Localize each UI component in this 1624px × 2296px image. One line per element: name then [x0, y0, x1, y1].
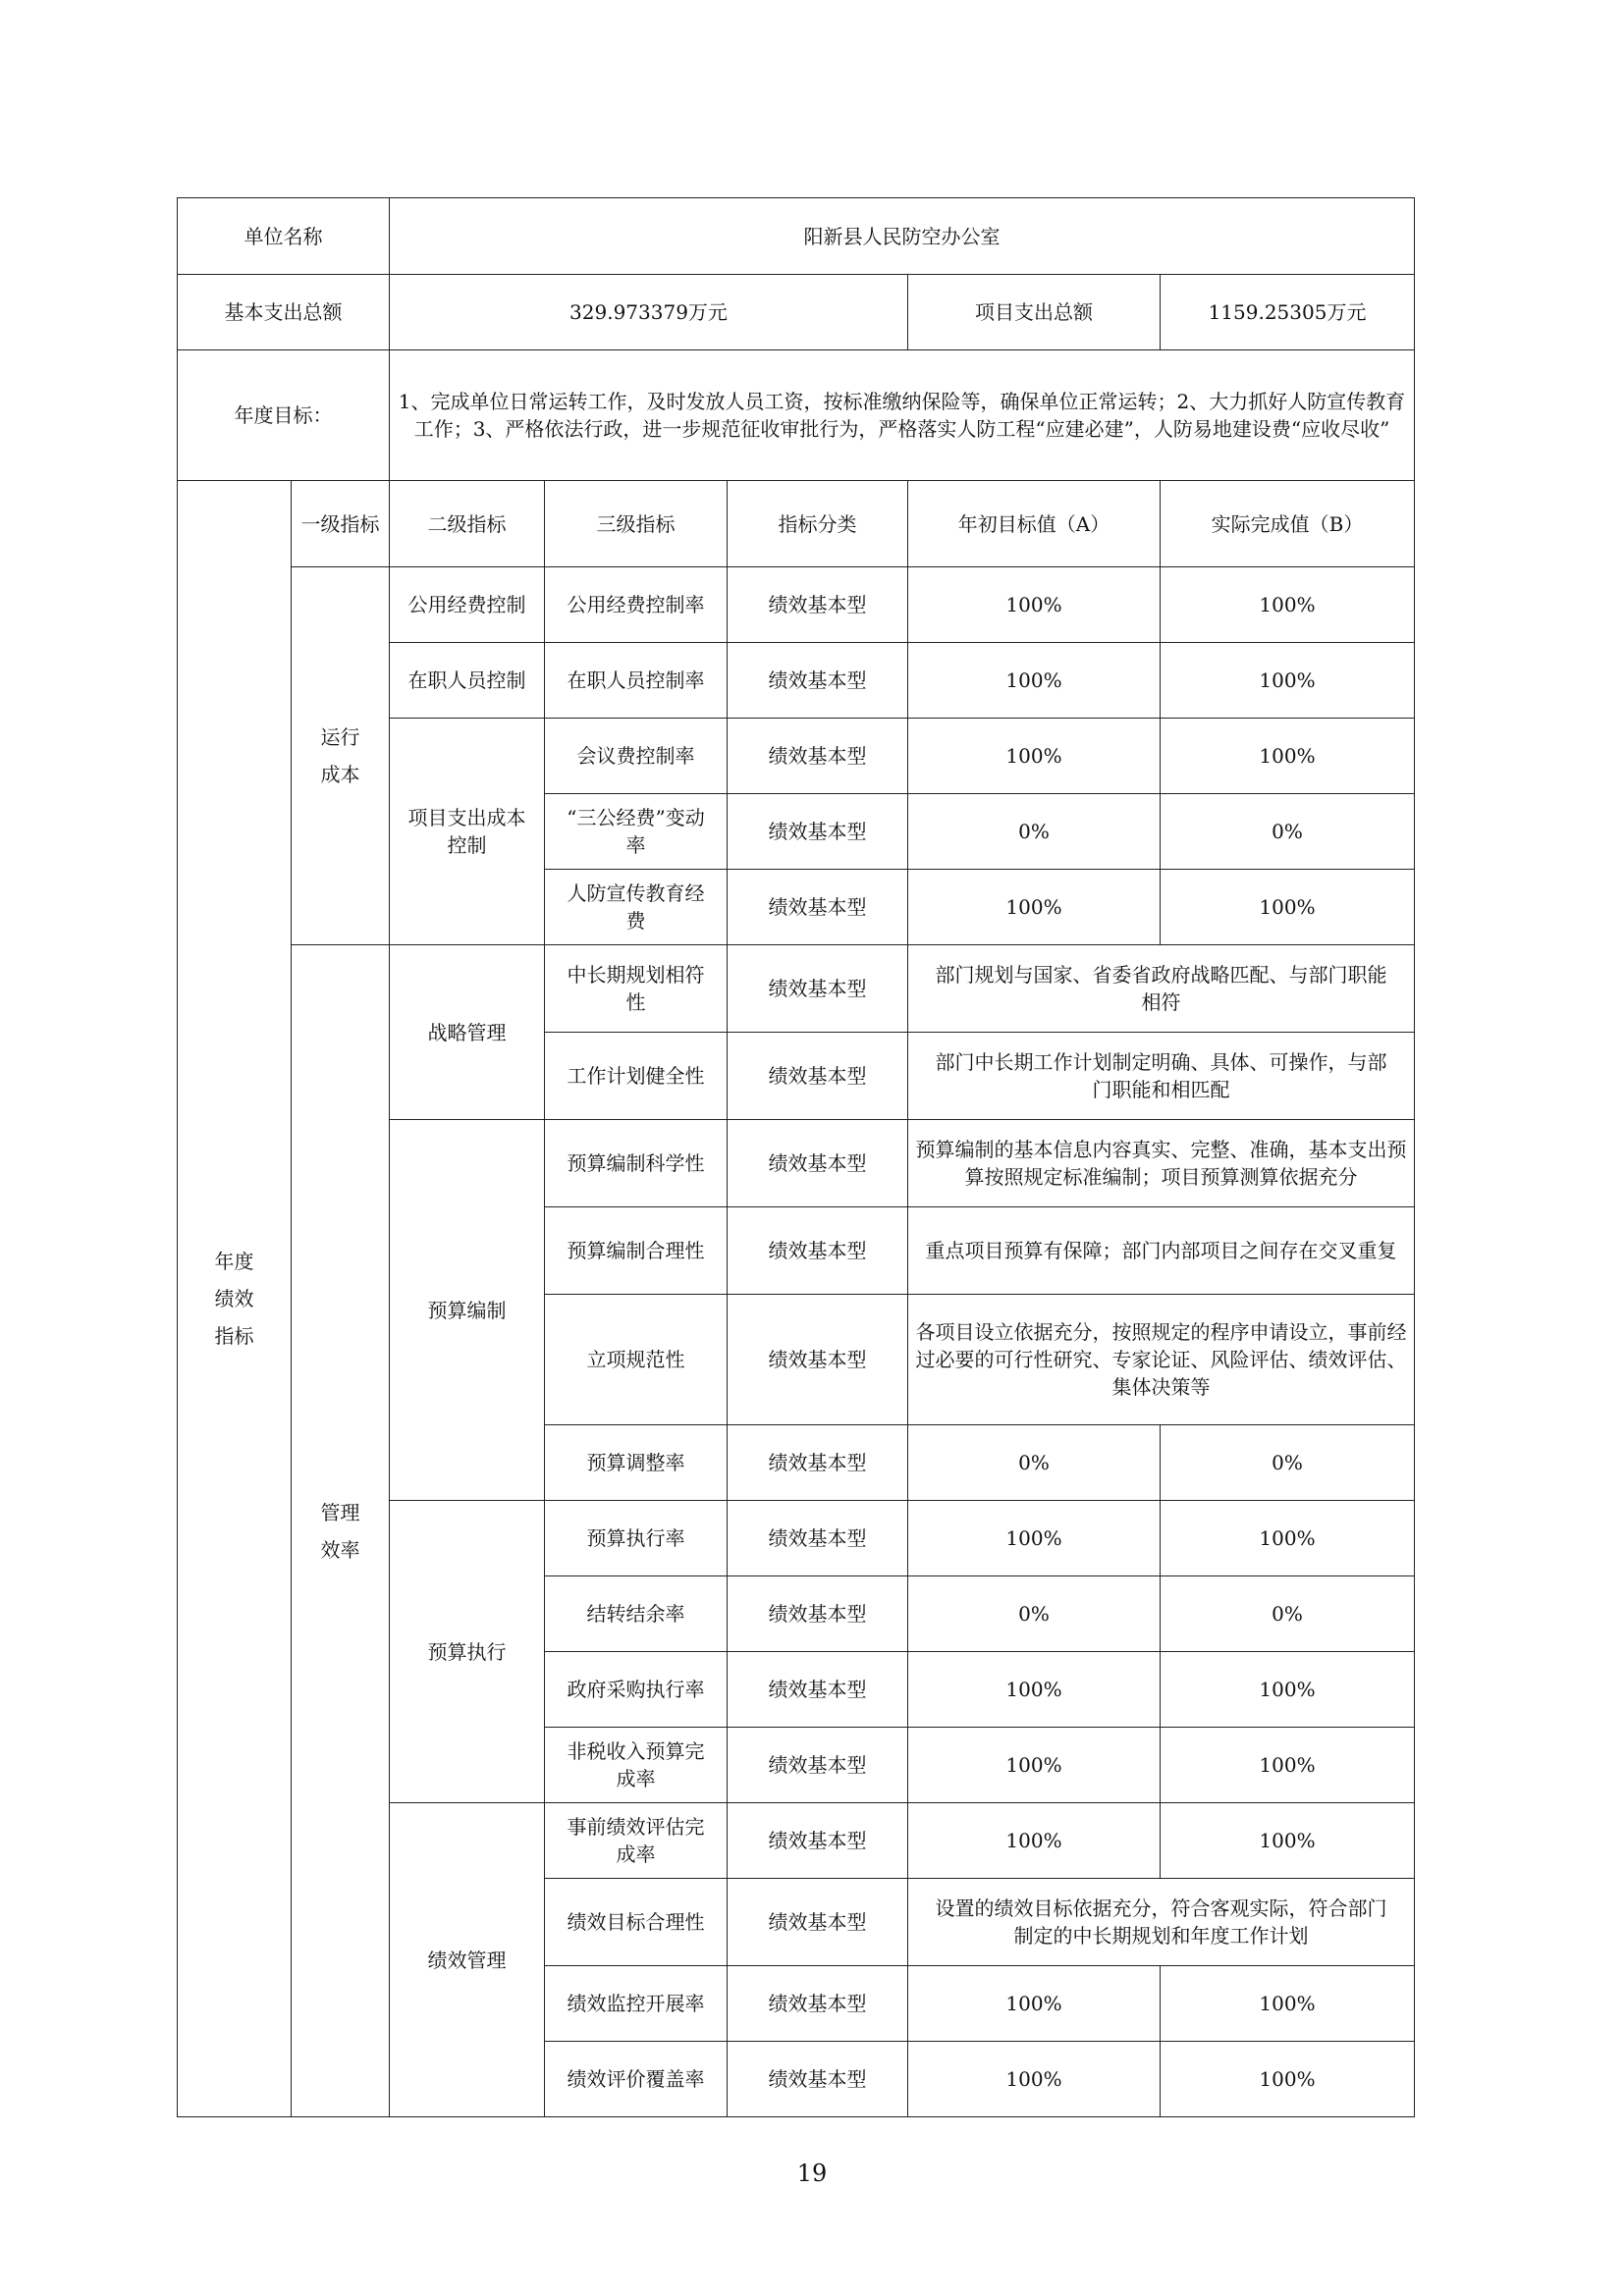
- target-value: 100%: [908, 870, 1161, 945]
- indicator-name: 预算执行率: [545, 1501, 728, 1576]
- indicator-name: 预算调整率: [545, 1425, 728, 1501]
- actual-value: 100%: [1161, 1728, 1415, 1803]
- actual-value: 0%: [1161, 1576, 1415, 1652]
- project-expenditure-label: 项目支出总额: [908, 275, 1161, 350]
- indicator-description: [908, 945, 1415, 1033]
- indicator-name: 结转结余率: [545, 1576, 728, 1652]
- target-value: 100%: [908, 1966, 1161, 2042]
- subgroup-strategy: 战略管理: [390, 945, 545, 1120]
- actual-value: 0%: [1161, 1425, 1415, 1501]
- target-value: 100%: [908, 567, 1161, 643]
- indicator-name: 会议费控制率: [545, 719, 728, 794]
- actual-value: 100%: [1161, 1501, 1415, 1576]
- indicator-category: 绩效基本型: [728, 567, 908, 643]
- basic-expenditure-label: 基本支出总额: [178, 275, 390, 350]
- col-actual: 实际完成值（B）: [1161, 481, 1415, 567]
- indicator-name: 中长期规划相符性: [545, 945, 728, 1033]
- indicator-category: 绩效基本型: [728, 870, 908, 945]
- indicator-category: 绩效基本型: [728, 1425, 908, 1501]
- unit-name-label: 单位名称: [178, 198, 390, 275]
- indicator-description: [908, 1879, 1415, 1966]
- table-row: [178, 945, 1415, 1033]
- indicator-name: 工作计划健全性: [545, 1033, 728, 1120]
- indicator-description: [908, 1033, 1415, 1120]
- project-expenditure-value: 1159.25305万元: [1161, 275, 1415, 350]
- indicator-category: 绩效基本型: [728, 945, 908, 1033]
- target-value: 100%: [908, 643, 1161, 719]
- group-run-cost: 运行成本: [292, 567, 390, 945]
- description-line-2: 门职能和相匹配: [1092, 1078, 1230, 1101]
- subgroup-perf-mgmt: 绩效管理: [390, 1803, 545, 2117]
- col-level1: 一级指标: [292, 481, 390, 567]
- indicator-category: 绩效基本型: [728, 794, 908, 870]
- indicator-name: 人防宣传教育经费: [545, 870, 728, 945]
- target-value: 100%: [908, 2042, 1161, 2117]
- description-line-1: 部门规划与国家、省委省政府战略匹配、与部门职能: [935, 963, 1387, 987]
- indicator-name: “三公经费”变动率: [545, 794, 728, 870]
- annual-performance-label: 年度绩效指标: [178, 481, 292, 2117]
- target-value: 0%: [908, 794, 1161, 870]
- annual-goal-text: 1、完成单位日常运转工作，及时发放人员工资，按标准缴纳保险等，确保单位正常运转；2、大力抓好人防宣传教育工作；3、严格依法行政，进一步规范征收审批行为，严格落实人防工程“应建必建”，人防易地建设费“应收尽收”: [390, 350, 1415, 481]
- actual-value: 100%: [1161, 1652, 1415, 1728]
- target-value: 100%: [908, 1803, 1161, 1879]
- actual-value: 100%: [1161, 870, 1415, 945]
- group-mgmt-efficiency: 管理效率: [292, 945, 390, 2117]
- target-value: 100%: [908, 1501, 1161, 1576]
- indicator-name: 预算编制科学性: [545, 1120, 728, 1207]
- indicator-name: 绩效目标合理性: [545, 1879, 728, 1966]
- subgroup-budget-exec: 预算执行: [390, 1501, 545, 1803]
- description-line-1: 设置的绩效目标依据充分，符合客观实际，符合部门: [935, 1896, 1387, 1920]
- indicator-category: 绩效基本型: [728, 1120, 908, 1207]
- indicator-category: 绩效基本型: [728, 1966, 908, 2042]
- table-row: [178, 567, 1415, 643]
- indicator-name: 非税收入预算完成率: [545, 1728, 728, 1803]
- subgroup-budget-prep: 预算编制: [390, 1120, 545, 1501]
- indicator-category: 绩效基本型: [728, 719, 908, 794]
- indicator-category: 绩效基本型: [728, 1728, 908, 1803]
- indicator-description: 重点项目预算有保障；部门内部项目之间存在交叉重复: [908, 1207, 1415, 1295]
- indicator-description: 预算编制的基本信息内容真实、完整、准确，基本支出预算按照规定标准编制；项目预算测算依据充分: [908, 1120, 1415, 1207]
- indicator-category: 绩效基本型: [728, 1033, 908, 1120]
- indicator-category: 绩效基本型: [728, 1803, 908, 1879]
- actual-value: 100%: [1161, 643, 1415, 719]
- actual-value: 100%: [1161, 719, 1415, 794]
- page-number: 19: [796, 2160, 828, 2187]
- indicator-category: 绩效基本型: [728, 1207, 908, 1295]
- subgroup-staff: 在职人员控制: [390, 643, 545, 719]
- indicator-name: 事前绩效评估完成率: [545, 1803, 728, 1879]
- indicator-name: 绩效评价覆盖率: [545, 2042, 728, 2117]
- indicator-category: 绩效基本型: [728, 643, 908, 719]
- target-value: 100%: [908, 719, 1161, 794]
- indicator-category: 绩效基本型: [728, 2042, 908, 2117]
- col-level3: 三级指标: [545, 481, 728, 567]
- indicator-name: 预算编制合理性: [545, 1207, 728, 1295]
- indicator-name: 绩效监控开展率: [545, 1966, 728, 2042]
- actual-value: 0%: [1161, 794, 1415, 870]
- indicator-name: 在职人员控制率: [545, 643, 728, 719]
- indicator-name: 立项规范性: [545, 1295, 728, 1425]
- target-value: 100%: [908, 1652, 1161, 1728]
- indicator-category: 绩效基本型: [728, 1652, 908, 1728]
- unit-name-value: 阳新县人民防空办公室: [390, 198, 1415, 275]
- subgroup-public-fund: 公用经费控制: [390, 567, 545, 643]
- target-value: 100%: [908, 1728, 1161, 1803]
- performance-table: [177, 197, 1415, 2117]
- description-line-1: 部门中长期工作计划制定明确、具体、可操作，与部: [935, 1050, 1387, 1074]
- description-line-2: 制定的中长期规划和年度工作计划: [1013, 1924, 1309, 1948]
- col-target: 年初目标值（A）: [908, 481, 1161, 567]
- basic-expenditure-value: 329.973379万元: [390, 275, 908, 350]
- indicator-name: 公用经费控制率: [545, 567, 728, 643]
- col-level2: 二级指标: [390, 481, 545, 567]
- target-value: 0%: [908, 1425, 1161, 1501]
- indicator-category: 绩效基本型: [728, 1501, 908, 1576]
- actual-value: 100%: [1161, 2042, 1415, 2117]
- indicator-category: 绩效基本型: [728, 1879, 908, 1966]
- actual-value: 100%: [1161, 1966, 1415, 2042]
- indicator-category: 绩效基本型: [728, 1576, 908, 1652]
- description-line-2: 相符: [1141, 990, 1181, 1014]
- col-category: 指标分类: [728, 481, 908, 567]
- indicator-name: 政府采购执行率: [545, 1652, 728, 1728]
- subgroup-project-cost: 项目支出成本控制: [390, 719, 545, 945]
- annual-goal-label: 年度目标：: [178, 350, 390, 481]
- target-value: 0%: [908, 1576, 1161, 1652]
- actual-value: 100%: [1161, 1803, 1415, 1879]
- indicator-description: 各项目设立依据充分，按照规定的程序申请设立，事前经过必要的可行性研究、专家论证、风险评估、绩效评估、集体决策等: [908, 1295, 1415, 1425]
- actual-value: 100%: [1161, 567, 1415, 643]
- indicator-category: 绩效基本型: [728, 1295, 908, 1425]
